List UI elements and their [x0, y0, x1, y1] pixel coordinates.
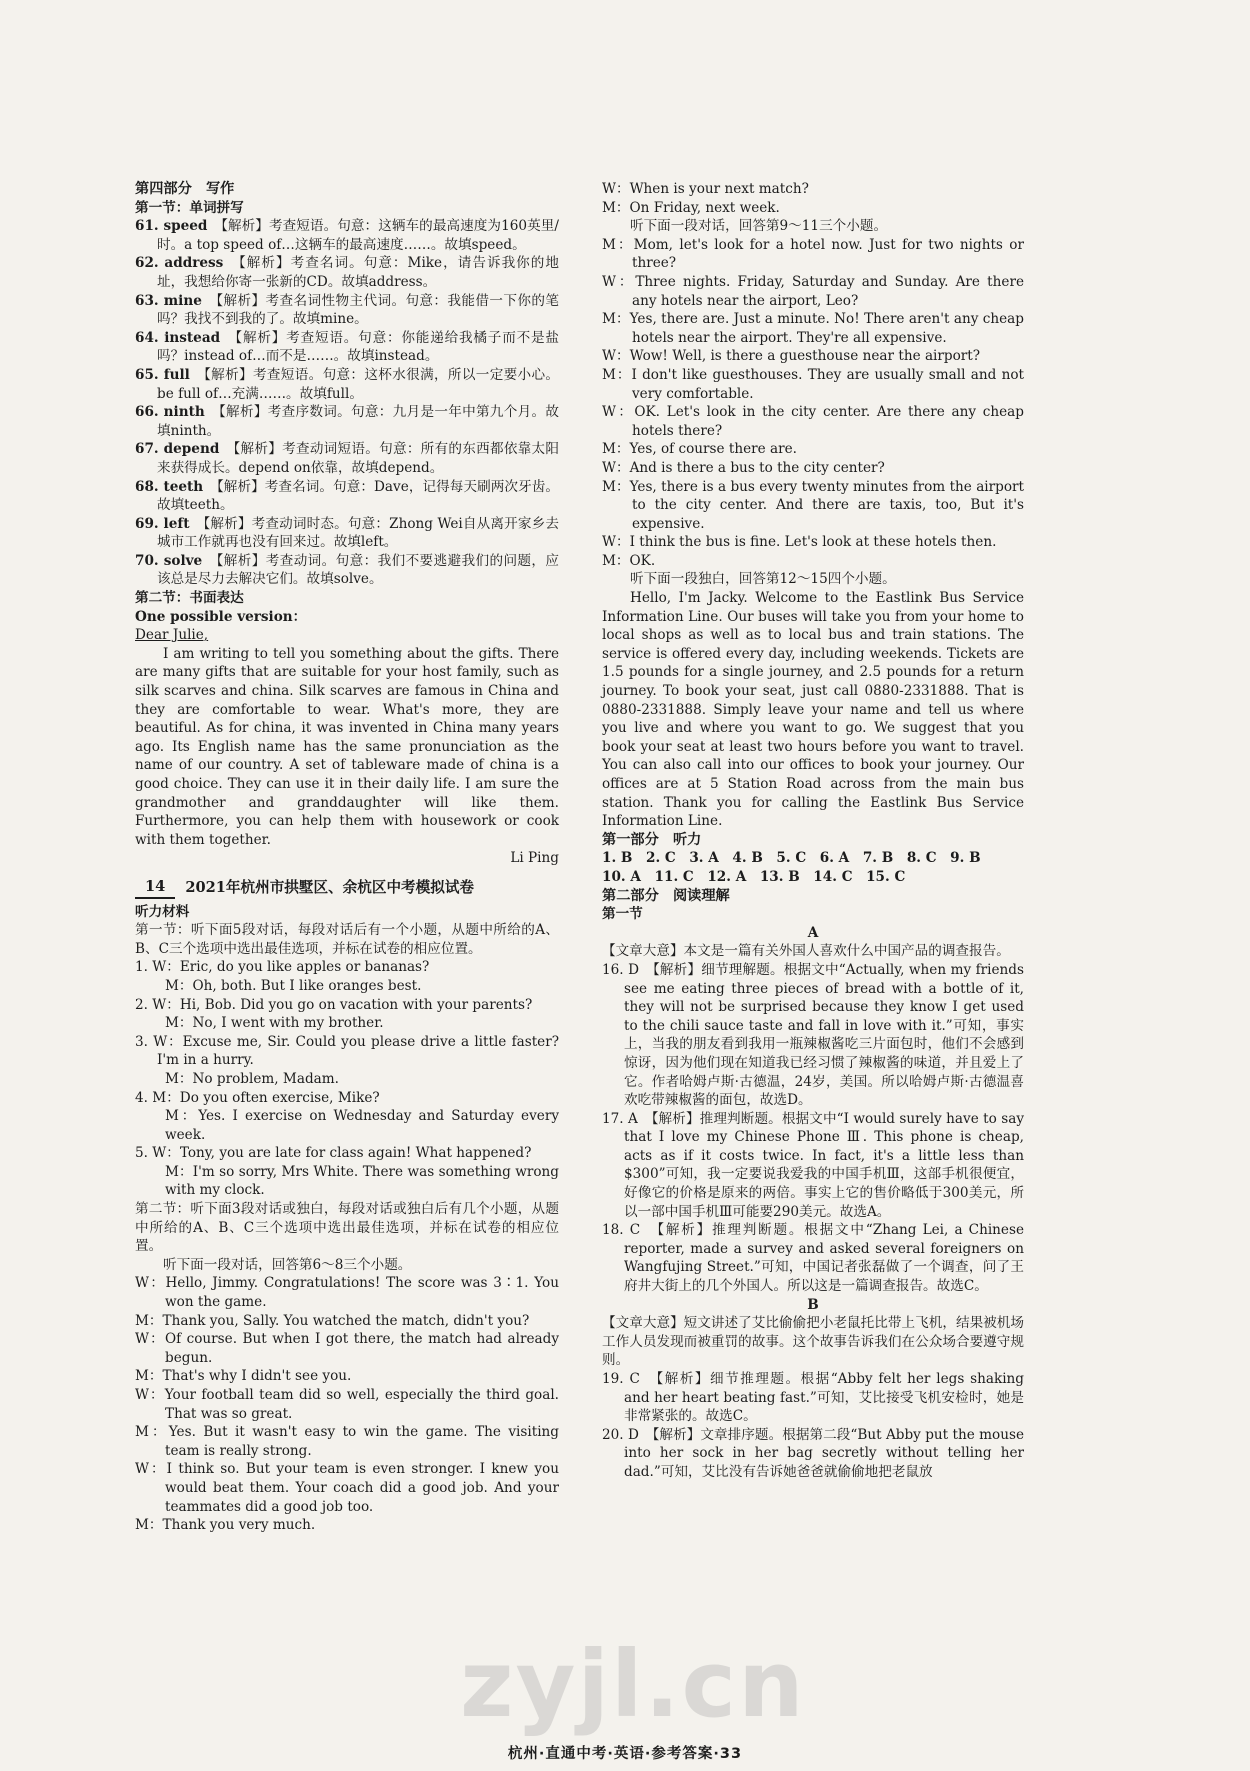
- question-17-explanation: 17. A 【解析】推理判断题。根据文中“I would surely have to say that I love my Chinese Phone Ⅲ. This phone is cheap, acts as if it costs twice. In fact, it's a little less than $300”可知，我一定要说我爱我的中国手机Ⅲ，这部手机很便宜，好像它的价格是原来的两倍。事实上它的售价略低于300美元，所以一部中国手机Ⅲ可能要290美元。故选A。: [602, 1110, 1024, 1220]
- conversation-line: M：Thank you, Sally. You watched the match, didn't you?: [135, 1312, 530, 1329]
- conversation-line: W：Your football team did so well, especially the third goal. That was so great.: [135, 1387, 559, 1422]
- answer-explanation: 【解析】考查短语。句意：你能递给我橘子而不是盐吗？instead of…而不是……。故填instead。: [157, 329, 560, 365]
- spelling-answer-item: [135, 366, 559, 403]
- dialog-reply: M：Yes. I exercise on Wednesday and Saturday every week.: [165, 1108, 559, 1143]
- conversation1: [135, 1274, 559, 1534]
- conversation-line: W：And is there a bus to the city center?: [602, 459, 885, 476]
- letter-signature: Li Ping: [510, 850, 559, 867]
- exam-title: 2021年杭州市拱墅区、余杭区中考模拟试卷: [185, 878, 475, 896]
- answers-row-2: 10. A 11. C 12. A 13. B 14. C 15. C: [602, 868, 906, 885]
- spelling-answer-item: [135, 254, 559, 291]
- conversation1-continued: [602, 180, 1024, 217]
- dialog-reply: M：No, I went with my brother.: [165, 1015, 384, 1032]
- answer-explanation: 【解析】考查短语。句意：这杯水很满，所以一定要小心。be full of…充满……。故填full。: [157, 366, 559, 402]
- letter-greeting: Dear Julie,: [135, 627, 209, 644]
- conversation-line: M：On Friday, next week.: [602, 199, 780, 216]
- answer-explanation: 【解析】考查短语。句意：这辆车的最高速度为160英里/时。a top speed of…这辆车的最高速度……。故填speed。: [157, 218, 559, 253]
- part2-heading: 第二部分 阅读理解: [602, 887, 730, 904]
- page-footer: 杭州·直通中考·英语·参考答案·33: [507, 1746, 743, 1762]
- conversation2: [602, 236, 1024, 571]
- part4-heading: 第四部分 写作: [135, 181, 235, 197]
- spelling-answer-item: [135, 440, 559, 477]
- conversation-line: W：I think so. But your team is even stronger. I knew you would beat them. Your coach did a good job. And your teammates did a good job too.: [135, 1461, 559, 1515]
- section2-heading: 第二节：书面表达: [135, 590, 244, 607]
- listening-section1-intro: 第一节：听下面5段对话，每段对话后有一个小题，从题中所给的A、B、C三个选项中选出最佳选项，并标在试卷的相应位置。: [135, 922, 559, 957]
- listening-section2-intro: 第二节：听下面3段对话或独白，每段对话或独白后有几个小题，从题中所给的A、B、C三个选项中选出最佳选项，并标在试卷的相应位置。: [135, 1201, 559, 1255]
- passage-a-label: A: [807, 924, 819, 941]
- conversation2-lead: 听下面一段对话，回答第9～11三个小题。: [630, 218, 888, 235]
- conversation-line: M：I don't like guesthouses. They are usually small and not very comfortable.: [602, 366, 1024, 402]
- dialog-line: 1. W：Eric, do you like apples or bananas?: [135, 959, 430, 976]
- conversation-line: W：Three nights. Friday, Saturday and Sunday. Are there any hotels near the airport, Leo?: [602, 273, 1024, 309]
- conversation-line: M：Yes, there is a bus every twenty minutes from the airport to the city center. And there are taxis, too, But it's expensive.: [602, 478, 1024, 532]
- conversation-line: W：Hello, Jimmy. Congratulations! The score was 3∶1. You won the game.: [135, 1275, 559, 1311]
- answer-explanation: 【解析】考查动词短语。句意：所有的东西都依靠太阳来获得成长。depend on依靠，故填depend。: [157, 441, 559, 476]
- answers-row-1: 1. B 2. C 3. A 4. B 5. C 6. A 7. B 8. C 9. B: [602, 850, 981, 867]
- conversation-line: W：I think the bus is fine. Let's look at these hotels then.: [602, 534, 997, 551]
- answer-explanation: 【解析】考查动词时态。句意：Zhong Wei自从离开家乡去城市工作就再也没有回来过。故填left。: [157, 515, 559, 551]
- exam-number: 14: [135, 878, 175, 899]
- left-column: [135, 180, 559, 1535]
- conversation-line: W：Wow! Well, is there a guesthouse near the airport?: [602, 348, 981, 365]
- answer-explanation: 【解析】考查名词。句意：Mike，请告诉我你的地址，我想给你寄一张新的CD。故填address。: [157, 255, 560, 290]
- answer-word: 67. depend: [135, 441, 220, 458]
- passage-a-summary: 【文章大意】本文是一篇有关外国人喜欢什么中国产品的调查报告。: [602, 943, 1010, 960]
- question-16-explanation: 16. D 【解析】细节理解题。根据文中“Actually, when my friends see me eating three pieces of bread with a bottle of it, they will not be surprised because they know I get used to the chili sauce taste and fall in love with it.”可知，事实上，当我的朋友看到我用一瓶辣椒酱吃三片面包时，他们不会感到惊讶，因为他们现在知道我已经习惯了辣椒酱的味道，并且爱上了它。作者哈姆卢斯·古德温，24岁，美国。所以哈姆卢斯·古德温喜欢吃带辣椒酱的面包，故选D。: [602, 961, 1024, 1109]
- answer-explanation: 【解析】考查名词。句意：Dave，记得每天刷两次牙齿。故填teeth。: [157, 478, 559, 514]
- site-watermark: zyjl.cn: [460, 1631, 806, 1738]
- part1-heading: 第一部分 听力: [602, 831, 702, 848]
- letter-body: I am writing to tell you something about the gifts. There are many gifts that are suitable for your host family, such as silk scarves and china. Silk scarves are famous in China and they are comfortable to wear. What's more, they are beautiful. As for china, it was invented in China many years ago. Its English name has the same pronunciation as the name of our country. A set of tableware made of china is a good choice. They can use it in their daily life. I am sure the grandmother and granddaughter will like them. Furthermore, you can help them with housework or cook with them together.: [135, 645, 559, 848]
- spelling-answer-item: [135, 403, 559, 440]
- right-column: [602, 180, 1024, 1482]
- conversation-line: M：Thank you very much.: [135, 1517, 316, 1534]
- conversation1-lead: 听下面一段对话，回答第6～8三个小题。: [163, 1256, 412, 1273]
- conversation-line: W：Of course. But when I got there, the match had already begun.: [135, 1331, 559, 1366]
- answer-word: 64. instead: [135, 329, 221, 346]
- monologue-lead: 听下面一段独白，回答第12～15四个小题。: [630, 571, 896, 588]
- answer-explanation: 【解析】考查序数词。句意：九月是一年中第九个月。故填ninth。: [157, 404, 560, 439]
- answer-word: 63. mine: [135, 292, 202, 309]
- question-18-explanation: 18. C 【解析】推理判断题。根据文中“Zhang Lei, a Chinese reporter, made a survey and asked several foreigners on Wangfujing Street.”可知，中国记者张磊做了一个调查，问了王府井大街上的几个外国人。所以这是一篇调查报告。故选C。: [602, 1222, 1024, 1295]
- answer-word: 61. speed: [135, 218, 208, 235]
- answer-explanation: 【解析】考查名词性物主代词。句意：我能借一下你的笔吗？我找不到我的了。故填mine。: [157, 292, 560, 328]
- answer-word: 62. address: [135, 255, 224, 272]
- conversation-line: M：Yes. But it wasn't easy to win the game. The visiting team is really strong.: [135, 1424, 559, 1459]
- spelling-answer-item: [135, 515, 559, 552]
- possible-version-label: One possible version：: [135, 608, 307, 625]
- spelling-answer-item: [135, 217, 559, 254]
- question-20-explanation: 20. D 【解析】文章排序题。根据第二段“But Abby put the mouse into her sock in her bag secretly without telling her dad.”可知，艾比没有告诉她爸爸就偷偷地把老鼠放: [602, 1426, 1024, 1480]
- conversation-line: M：Yes, of course there are.: [602, 441, 797, 458]
- listening-heading: 听力材料: [135, 903, 190, 920]
- answer-word: 68. teeth: [135, 478, 204, 495]
- monologue-text: Hello, I'm Jacky. Welcome to the Eastlink Bus Service Information Line. Our buses will take you from your home to local shops as well as to local bus and train stations. The service is offered every day, including weekends. Tickets are 1.5 pounds for a single journey, and 2.5 pounds for a return journey. To book your seat, just call 0880-2331888. That is 0880-2331888. Simply leave your name and tell us where you live and where you want to go. We suggest that you book your seat at least two hours before you want to travel. You can also call into our offices to book your journey. Our offices are at 5 Station Road across from the main bus station. Thank you for calling the Eastlink Bus Service Information Line.: [602, 590, 1024, 830]
- dialog-line: 2. W：Hi, Bob. Did you go on vacation with your parents?: [135, 996, 533, 1013]
- exam-banner: [135, 878, 559, 899]
- dialog-line: 5. W：Tony, you are late for class again! What happened?: [135, 1145, 532, 1162]
- dialog-line: 4. M：Do you often exercise, Mike?: [135, 1089, 380, 1106]
- section1-heading: 第一节：单词拼写: [135, 199, 244, 216]
- dialog-reply: M：I'm so sorry, Mrs White. There was something wrong with my clock.: [165, 1163, 559, 1199]
- conversation-line: M：OK.: [602, 552, 656, 569]
- reading-section1-heading: 第一节: [602, 906, 643, 923]
- conversation-line: M：Yes, there are. Just a minute. No! There aren't any cheap hotels near the airport. They're all expensive.: [602, 311, 1024, 346]
- conversation-line: M：Mom, let's look for a hotel now. Just for two nights or three?: [602, 236, 1024, 272]
- conversation-line: M：That's why I didn't see you.: [135, 1368, 352, 1385]
- spelling-answer-item: [135, 329, 559, 366]
- answer-explanation: 【解析】考查动词。句意：我们不要逃避我们的问题，应该总是尽力去解决它们。故填solve。: [157, 552, 559, 588]
- spelling-answer-item: [135, 552, 559, 589]
- answer-word: 66. ninth: [135, 404, 205, 421]
- answer-word: 70. solve: [135, 552, 203, 569]
- spelling-answer-item: [135, 292, 559, 329]
- short-dialogs: [135, 958, 559, 1200]
- conversation-line: W：When is your next match?: [602, 181, 809, 197]
- answer-word: 65. full: [135, 366, 190, 383]
- answer-word: 69. left: [135, 515, 190, 532]
- dialog-line: 3. W：Excuse me, Sir. Could you please drive a little faster? I'm in a hurry.: [135, 1033, 559, 1069]
- spelling-answers: [135, 217, 559, 589]
- passage-b-label: B: [807, 1296, 819, 1313]
- spelling-answer-item: [135, 478, 559, 515]
- dialog-reply: M：Oh, both. But I like oranges best.: [165, 977, 422, 994]
- dialog-reply: M：No problem, Madam.: [165, 1070, 339, 1087]
- question-19-explanation: 19. C 【解析】细节推理题。根据“Abby felt her legs shaking and her heart beating fast.”可知，艾比接受飞机安检时，她是非常紧张的。故选C。: [602, 1371, 1024, 1425]
- passage-b-summary: 【文章大意】短文讲述了艾比偷偷把小老鼠托比带上飞机，结果被机场工作人员发现而被重罚的故事。这个故事告诉我们在公众场合要遵守规则。: [602, 1315, 1024, 1369]
- conversation-line: W：OK. Let's look in the city center. Are there any cheap hotels there?: [602, 404, 1024, 439]
